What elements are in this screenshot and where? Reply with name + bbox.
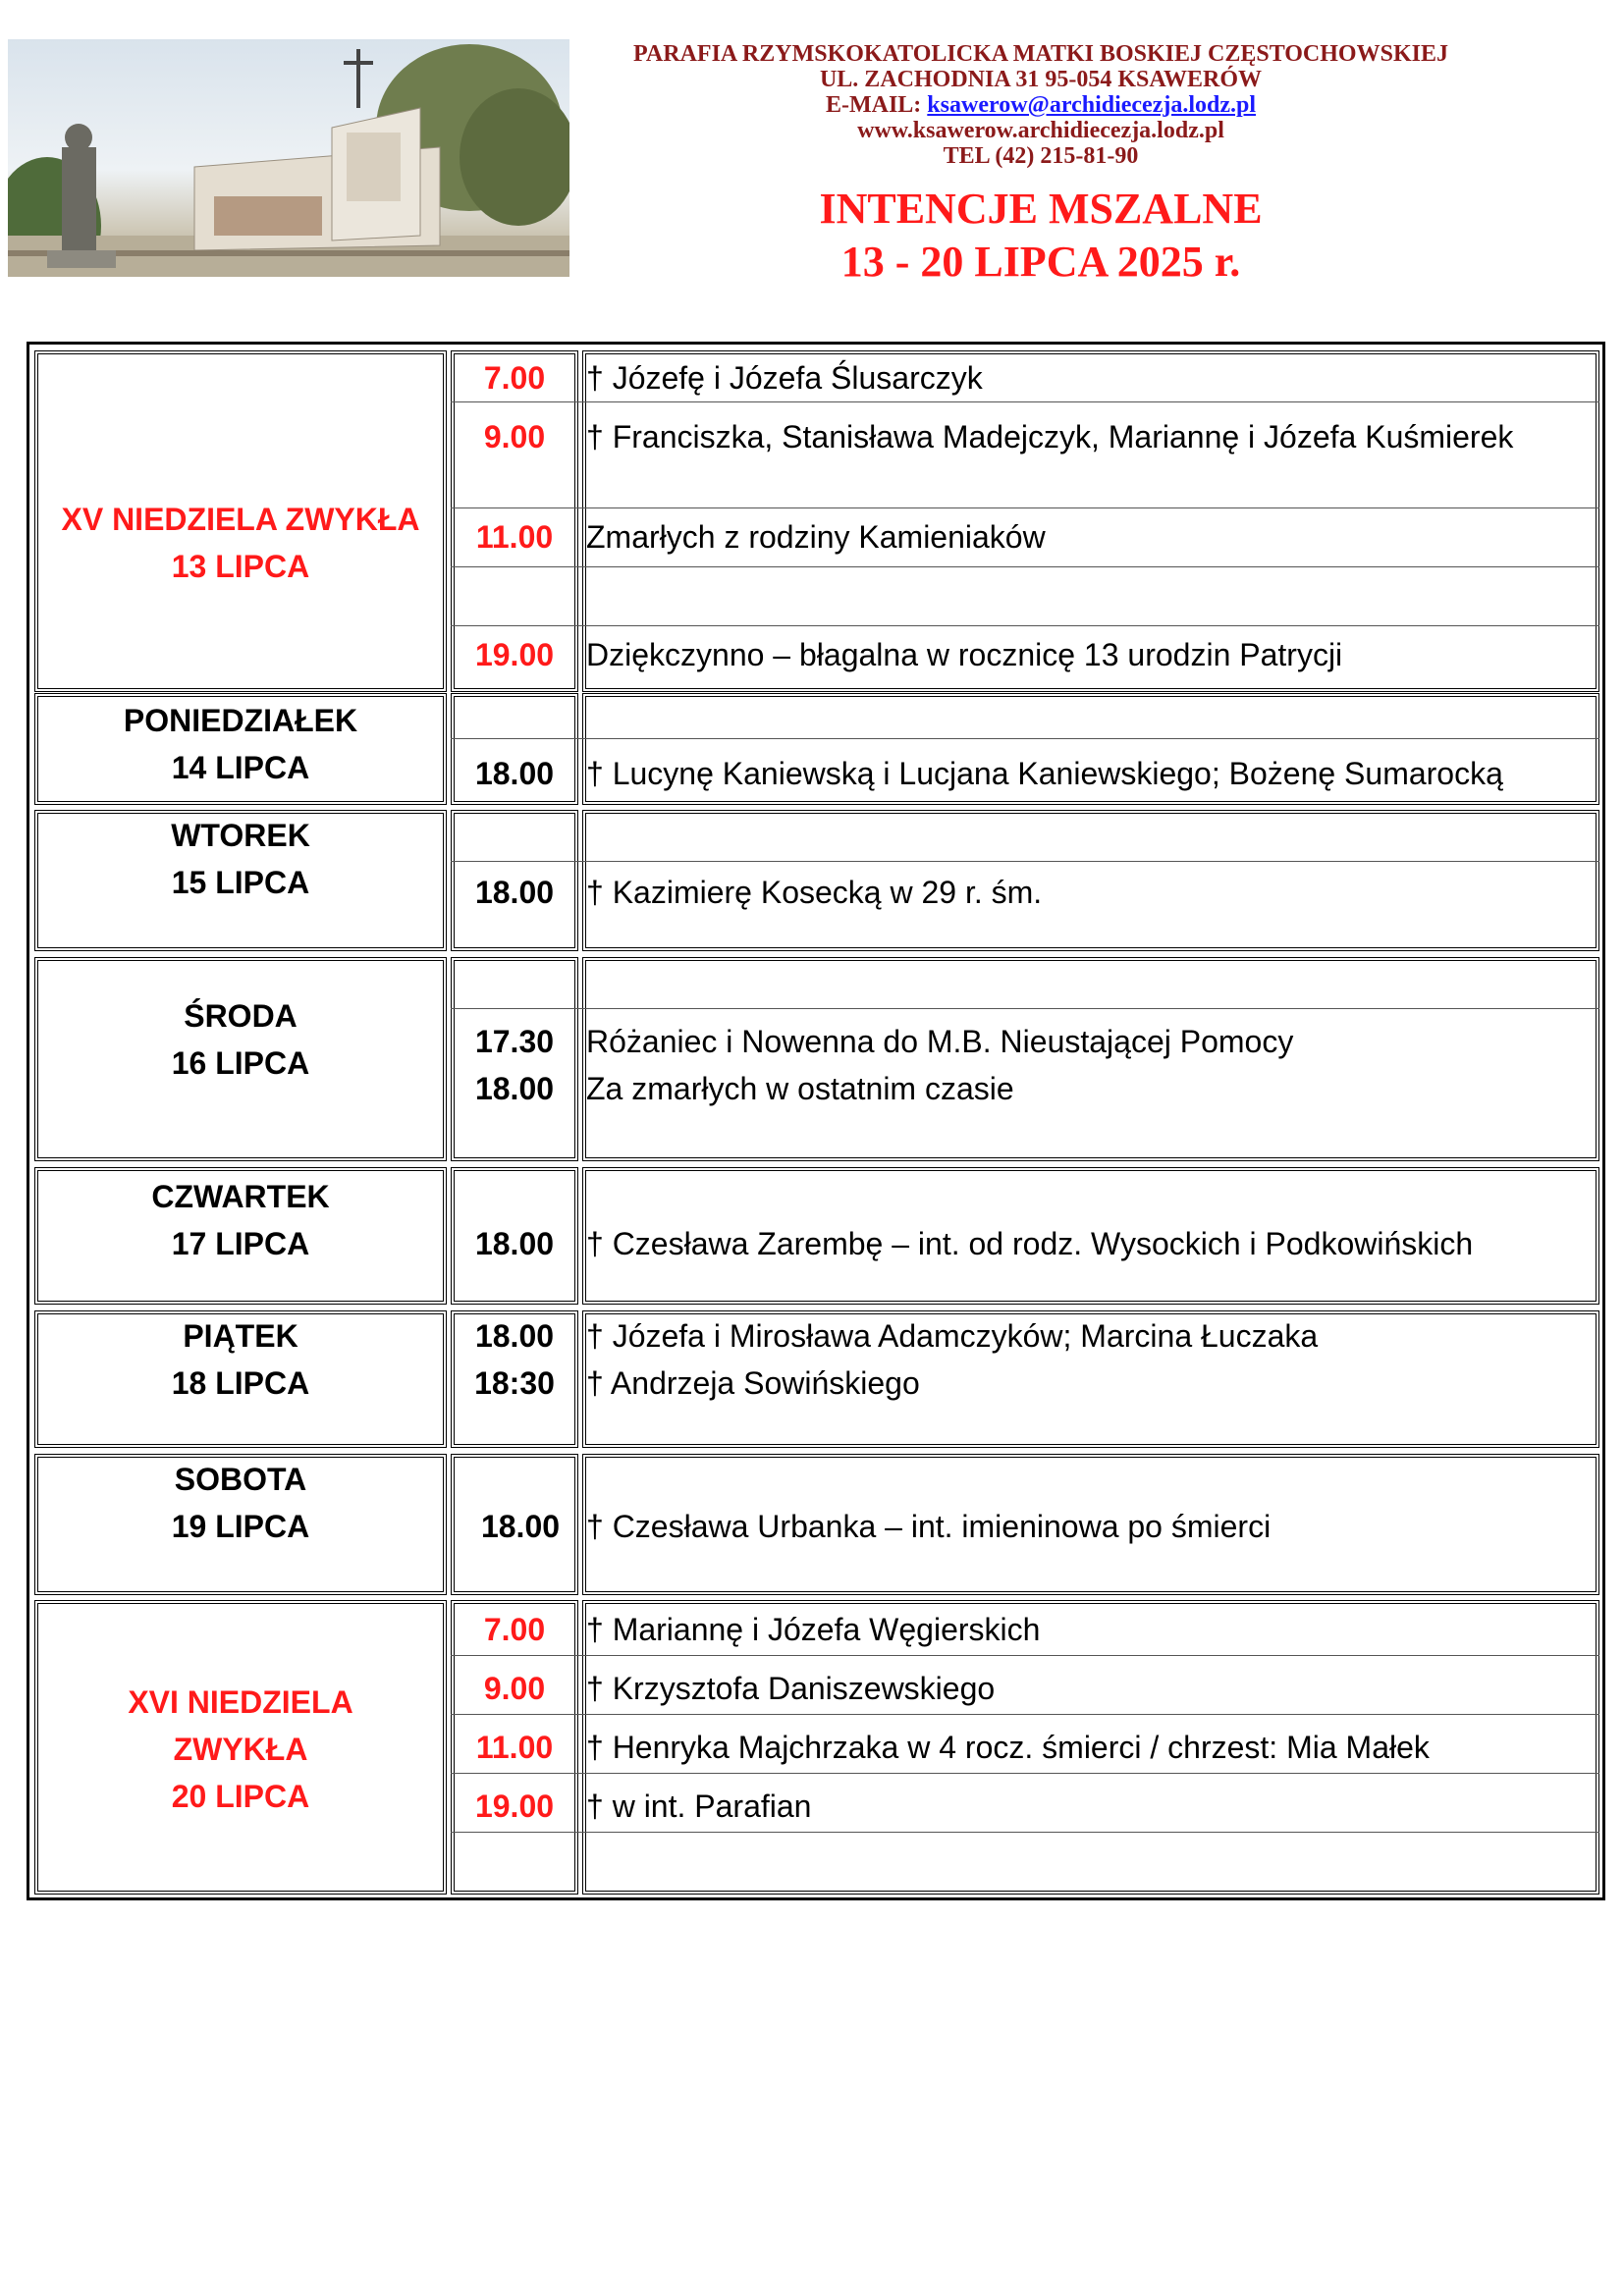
mass-intention: † Józefa i Mirosława Adamczyków; Marcina Łuczaka bbox=[586, 1318, 1319, 1354]
day-name: XVI NIEDZIELA bbox=[128, 1684, 353, 1720]
mass-time: 9.00 bbox=[483, 419, 546, 454]
mass-time: 18.00 bbox=[474, 1226, 555, 1261]
mass-time: 7.00 bbox=[483, 1612, 546, 1647]
mass-time: 18:30 bbox=[474, 1365, 555, 1401]
day-name: XV NIEDZIELA ZWYKŁA bbox=[61, 502, 420, 537]
day-date: 14 LIPCA bbox=[171, 750, 310, 785]
day-name-line2: ZWYKŁA bbox=[173, 1732, 308, 1767]
day-date: 13 LIPCA bbox=[171, 549, 310, 584]
mass-intention: † Andrzeja Sowińskiego bbox=[586, 1365, 920, 1401]
day-block-sunday-13 bbox=[34, 350, 1599, 692]
mass-intention: † Franciszka, Stanisława Madejczyk, Mariannę i Józefa Kuśmierek bbox=[586, 419, 1514, 454]
mass-time: 17.30 bbox=[474, 1024, 555, 1059]
day-date: 17 LIPCA bbox=[171, 1226, 310, 1261]
day-block-saturday bbox=[34, 1454, 1599, 1595]
parish-name: PARAFIA RZYMSKOKATOLICKA MATKI BOSKIEJ CZĘSTOCHOWSKIEJ bbox=[633, 41, 1448, 67]
day-block-friday bbox=[34, 1310, 1599, 1448]
parish-email-line bbox=[550, 92, 1532, 118]
email-link[interactable]: ksawerow@archidiecezja.lodz.pl bbox=[927, 92, 1257, 118]
mass-intention: † Krzysztofa Daniszewskiego bbox=[586, 1671, 996, 1706]
day-date: 15 LIPCA bbox=[171, 865, 310, 900]
mass-intention: † Czesława Zarembę – int. od rodz. Wysockich i Podkowińskich bbox=[586, 1226, 1474, 1261]
church-photo-illustration bbox=[8, 39, 569, 277]
parish-address: UL. ZACHODNIA 31 95-054 KSAWERÓW bbox=[819, 67, 1263, 92]
day-block-wednesday bbox=[34, 957, 1599, 1161]
parish-header bbox=[550, 41, 1532, 289]
mass-intention: † Kazimierę Kosecką w 29 r. śm. bbox=[586, 875, 1043, 910]
mass-intention: † w int. Parafian bbox=[586, 1789, 812, 1824]
day-block-monday bbox=[34, 693, 1599, 805]
email-label: E-MAIL: bbox=[825, 92, 928, 118]
mass-intention: † Mariannę i Józefa Węgierskich bbox=[586, 1612, 1041, 1647]
parish-website: www.ksawerow.archidiecezja.lodz.pl bbox=[857, 118, 1224, 143]
day-name: PONIEDZIAŁEK bbox=[123, 703, 358, 738]
day-name: SOBOTA bbox=[174, 1462, 307, 1497]
day-block-tuesday bbox=[34, 810, 1599, 951]
mass-intention: † Józefę i Józefa Ślusarczyk bbox=[586, 360, 983, 396]
day-block-thursday bbox=[34, 1167, 1599, 1305]
page-title: INTENCJE MSZALNE bbox=[819, 185, 1263, 233]
mass-time: 18.00 bbox=[474, 1318, 555, 1354]
mass-time: 11.00 bbox=[475, 519, 554, 555]
mass-intention: Zmarłych z rodziny Kamieniaków bbox=[586, 519, 1046, 555]
day-date: 20 LIPCA bbox=[171, 1779, 310, 1814]
mass-time: 9.00 bbox=[483, 1671, 546, 1706]
mass-time: 18.00 bbox=[474, 756, 555, 791]
mass-intention: Za zmarłych w ostatnim czasie bbox=[586, 1071, 1014, 1106]
date-range: 13 - 20 LIPCA 2025 r. bbox=[840, 238, 1241, 286]
day-date: 16 LIPCA bbox=[171, 1045, 310, 1081]
mass-time: 19.00 bbox=[474, 1789, 555, 1824]
church-photo bbox=[8, 39, 569, 277]
mass-time: 11.00 bbox=[475, 1730, 554, 1765]
day-name: WTOREK bbox=[171, 818, 310, 853]
mass-intention: † Czesława Urbanka – int. imieninowa po śmierci bbox=[586, 1509, 1272, 1544]
mass-time: 18.00 bbox=[474, 875, 555, 910]
parish-phone: TEL (42) 215-81-90 bbox=[943, 143, 1139, 169]
day-date: 19 LIPCA bbox=[171, 1509, 310, 1544]
mass-time: 19.00 bbox=[474, 637, 555, 672]
mass-time: 18.00 bbox=[474, 1071, 555, 1106]
day-name: ŚRODA bbox=[184, 998, 298, 1034]
mass-time: 7.00 bbox=[483, 360, 546, 396]
mass-intention: † Henryka Majchrzaka w 4 rocz. śmierci / chrzest: Mia Małek bbox=[586, 1730, 1430, 1765]
mass-time: 18.00 bbox=[480, 1509, 561, 1544]
mass-intention: Dziękczynno – błagalna w rocznicę 13 urodzin Patrycji bbox=[586, 637, 1343, 672]
mass-intention: † Lucynę Kaniewską i Lucjana Kaniewskiego; Bożenę Sumarocką bbox=[586, 756, 1503, 791]
day-name: PIĄTEK bbox=[183, 1318, 298, 1354]
day-block-sunday-20 bbox=[34, 1600, 1599, 1895]
day-name: CZWARTEK bbox=[151, 1179, 330, 1214]
mass-intention: Różaniec i Nowenna do M.B. Nieustającej Pomocy bbox=[586, 1024, 1294, 1059]
day-date: 18 LIPCA bbox=[171, 1365, 310, 1401]
